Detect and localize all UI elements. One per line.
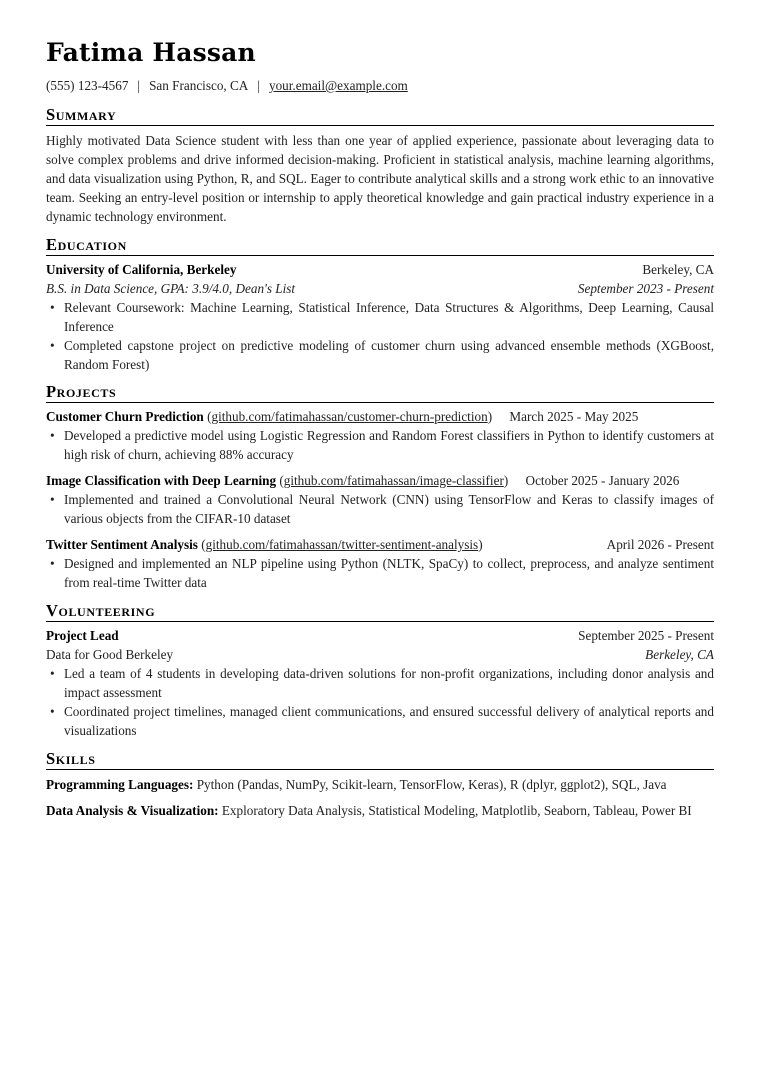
contact-separator: | <box>257 78 260 93</box>
project-title: Image Classification with Deep Learning <box>46 473 277 488</box>
school-location: Berkeley, CA <box>642 262 714 277</box>
project-link[interactable]: github.com/fatimahassan/twitter-sentiment-analysis <box>205 537 479 552</box>
list-item: • Implemented and trained a Convolutional Neural Network (CNN) using TensorFlow and Keras to classify images of various objects from the CIFAR-10 dataset <box>50 492 714 526</box>
bullet-icon: • <box>50 338 55 353</box>
contact-separator: | <box>137 78 141 93</box>
project-entry <box>46 471 714 528</box>
project-dates: October 2025 - January 2026 <box>525 473 680 488</box>
education-header-row <box>46 260 714 279</box>
bullet-icon: • <box>50 428 55 443</box>
list-item: • Completed capstone project on predictive modeling of customer churn using advanced ensemble methods (XGBoost, Random Forest) <box>50 338 714 372</box>
project-entry <box>46 535 714 592</box>
project-bullets <box>46 426 714 464</box>
degree: B.S. in Data Science, GPA: 3.9/4.0, Dean's List <box>46 281 296 296</box>
location: San Francisco, CA <box>149 78 249 93</box>
section-heading-projects: Projects <box>46 383 714 403</box>
education-entry <box>46 260 714 374</box>
project-link[interactable]: github.com/fatimahassan/image-classifier <box>283 473 504 488</box>
volunteer-role: Project Lead <box>46 628 119 643</box>
section-heading-education: Education <box>46 236 714 256</box>
candidate-name: Fatima Hassan <box>46 38 256 67</box>
volunteering-header-row <box>46 626 714 645</box>
project-title: Customer Churn Prediction <box>46 409 204 424</box>
volunteering-entry <box>46 626 714 740</box>
summary-text: Highly motivated Data Science student with less than one year of applied experience, passionate about leveraging data to solve complex problems and drive informed decision-making. Proficient in statistical analysis, machine learning algorithms, and data visualization using Python, R, and SQL. Eager to contribute analytical skills and a strong work ethic to an innovative team. Seeking an entry-level position or internship to apply theoretical knowledge and gain practical industry experience in a dynamic technology environment. <box>46 133 714 224</box>
volunteering-bullets <box>46 664 714 740</box>
section-heading-skills: Skills <box>46 750 714 770</box>
contact-line <box>46 77 714 94</box>
resume-page <box>46 38 714 820</box>
skill-line <box>46 801 714 820</box>
skill-label: Data Analysis & Visualization: <box>46 803 219 818</box>
bullet-icon: • <box>50 556 55 571</box>
volunteer-dates: September 2025 - Present <box>578 628 714 643</box>
email-link[interactable]: your.email@example.com <box>268 78 408 93</box>
list-item: • Coordinated project timelines, managed client communications, and ensured successful delivery of analytical reports and visualizations <box>50 704 714 738</box>
project-title-line: Image Classification with Deep Learning (github.com/fatimahassan/image-classifier) October 2025 - January 2026 <box>46 473 680 488</box>
education-subheader-row <box>46 279 714 298</box>
education-dates: September 2023 - Present <box>577 281 714 296</box>
volunteering-subheader-row <box>46 645 714 664</box>
project-title-line: Twitter Sentiment Analysis (github.com/fatimahassan/twitter-sentiment-analysis) April 2026 - Present <box>46 537 714 552</box>
phone-number: (555) 123-4567 <box>46 78 129 93</box>
skill-value: Python (Pandas, NumPy, Scikit-learn, TensorFlow, Keras), R (dplyr, ggplot2), SQL, Java <box>196 777 667 792</box>
skill-label: Programming Languages: <box>46 777 194 792</box>
list-item: • Developed a predictive model using Logistic Regression and Random Forest classifiers in Python to identify customers at high risk of churn, achieving 88% accuracy <box>50 428 714 462</box>
volunteer-location: Berkeley, CA <box>645 647 714 662</box>
project-bullets <box>46 554 714 592</box>
school-name: University of California, Berkeley <box>46 262 237 277</box>
skill-line <box>46 775 714 794</box>
education-bullets <box>46 298 714 374</box>
section-heading-summary: Summary <box>46 106 714 126</box>
list-item: • Led a team of 4 students in developing data-driven solutions for non-profit organizations, including donor analysis and impact assessment <box>50 666 714 700</box>
skill-value: Exploratory Data Analysis, Statistical Modeling, Matplotlib, Seaborn, Tableau, Power BI <box>221 803 692 818</box>
project-dates: March 2025 - May 2025 <box>509 409 639 424</box>
list-item: • Relevant Coursework: Machine Learning, Statistical Inference, Data Structures & Algorithms, Deep Learning, Causal Inference <box>50 300 714 334</box>
volunteer-org: Data for Good Berkeley <box>46 647 174 662</box>
bullet-icon: • <box>50 492 55 507</box>
bullet-icon: • <box>50 300 55 315</box>
project-entry <box>46 407 714 464</box>
list-item: • Designed and implemented an NLP pipeline using Python (NLTK, SpaCy) to collect, preprocess, and analyze sentiment from real-time Twitter data <box>50 556 714 590</box>
project-bullets <box>46 490 714 528</box>
bullet-icon: • <box>50 666 55 681</box>
project-dates: April 2026 - Present <box>606 537 714 552</box>
project-title-line: Customer Churn Prediction (github.com/fatimahassan/customer-churn-prediction) March 2025 - May 2025 <box>46 409 639 424</box>
project-title: Twitter Sentiment Analysis <box>46 537 198 552</box>
section-heading-volunteering: Volunteering <box>46 602 714 622</box>
project-link[interactable]: github.com/fatimahassan/customer-churn-prediction <box>211 409 488 424</box>
bullet-icon: • <box>50 704 55 719</box>
